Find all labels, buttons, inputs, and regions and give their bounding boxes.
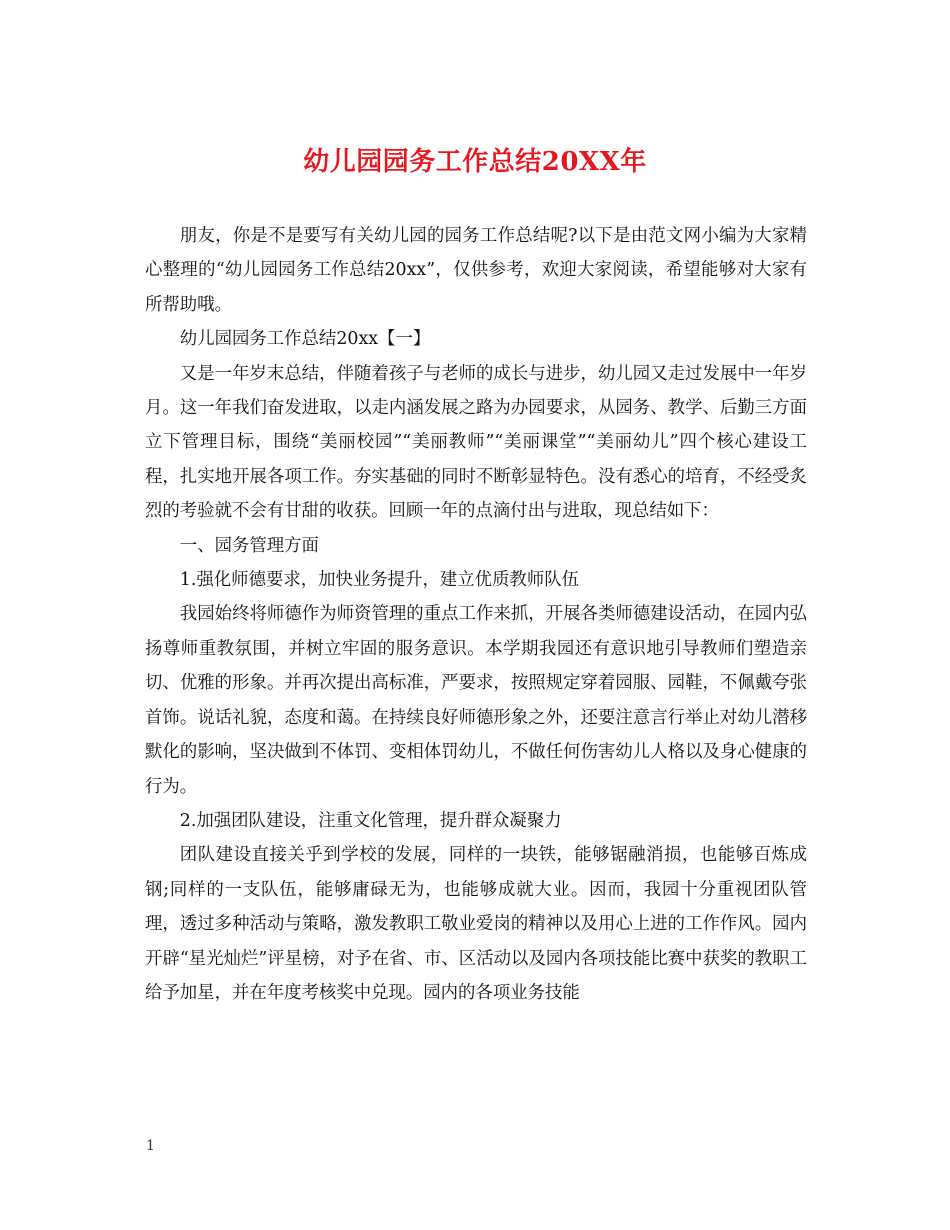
- subsection-heading: 1.强化师德要求，加快业务提升，建立优质教师队伍: [179, 570, 579, 591]
- body-paragraph: 又是一年岁末总结，伴随着孩子与老师的成长与进步，幼儿园又走过发展中一年岁月。这一年我们奋发进取，以走内涵发展之路为办园要求，从园务、教学、后勤三方面立下管理目标，围绕“美丽校园”“美丽教师”“美丽课堂”“美丽幼儿”四个核心建设工程，扎实地开展各项工作。夯实基础的同时不断彰显特色。没有悉心的培育，不经受炙烈的考验就不会有甘甜的收获。回顾一年的点滴付出与进取，现总结如下：: [145, 363, 807, 522]
- document-title: 幼儿园园务工作总结20XX年: [303, 147, 647, 177]
- body-paragraph: 团队建设直接关乎到学校的发展，同样的一块铁，能够锯融消损，也能够百炼成钢;同样的一支队伍，能够庸碌无为，也能够成就大业。因而，我园十分重视团队管理，透过多种活动与策略，激发教职工敬业爱岗的精神以及用心上进的工作作风。园内开辟“星光灿烂”评星榜，对予在省、市、区活动以及园内各项技能比赛中获奖的教职工给予加星，并在年度考核奖中兑现。园内的各项业务技能: [145, 845, 807, 1003]
- document-body: [145, 219, 807, 1010]
- body-paragraph: 我园始终将师德作为师资管理的重点工作来抓，开展各类师德建设活动，在园内弘扬尊师重教氛围，并树立牢固的服务意识。本学期我园还有意识地引导教师们塑造亲切、优雅的形象。并再次提出高标准，严要求，按照规定穿着园服、园鞋，不佩戴夸张首饰。说话礼貌，态度和蔼。在持续良好师德形象之外，还要注意言行举止对幼儿潜移默化的影响，坚决做到不体罚、变相体罚幼儿，不做任何伤害幼儿人格以及身心健康的行为。: [145, 604, 807, 797]
- intro-paragraph: 朋友，你是不是要写有关幼儿园的园务工作总结呢?以下是由范文网小编为大家精心整理的“幼儿园园务工作总结20xx”，仅供参考，欢迎大家阅读，希望能够对大家有所帮助哦。: [145, 226, 807, 315]
- page-number: 1: [146, 1138, 155, 1154]
- section-heading: 一、园务管理方面: [179, 535, 319, 556]
- section-heading: 幼儿园园务工作总结20xx【一】: [179, 329, 431, 350]
- subsection-heading: 2.加强团队建设，注重文化管理，提升群众凝聚力: [179, 810, 562, 831]
